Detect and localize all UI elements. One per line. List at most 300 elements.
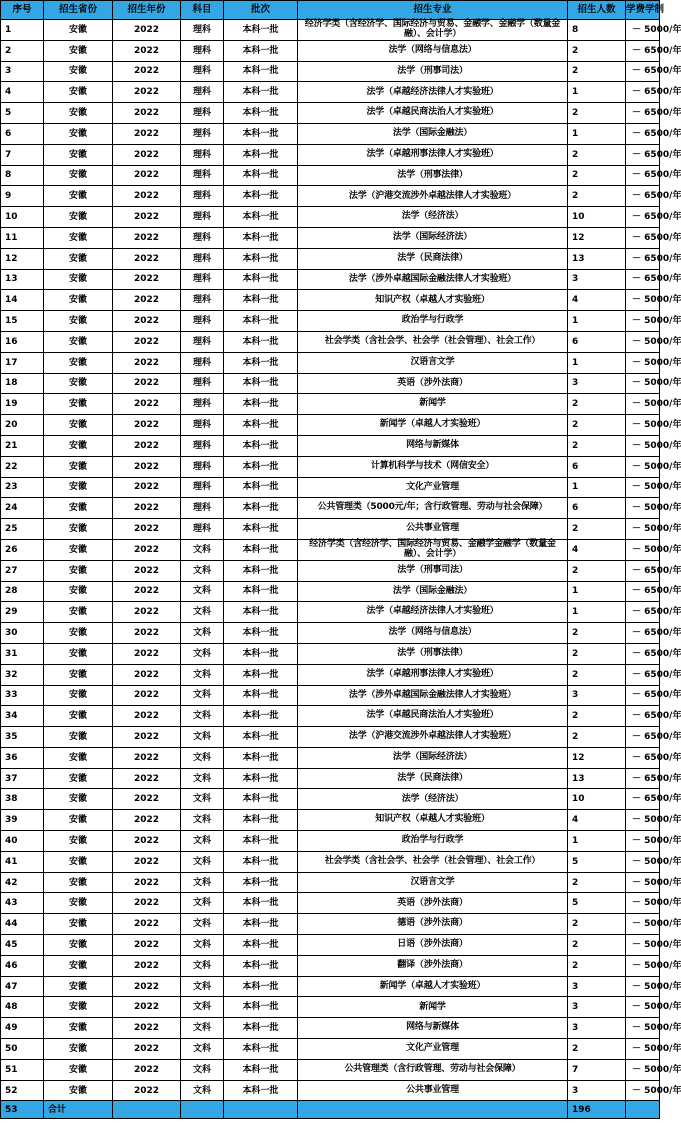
cell-fee: － 6500/年 bbox=[626, 789, 660, 810]
cell-province: 安徽 bbox=[44, 207, 113, 228]
cell-fee: － 6500/年 bbox=[626, 186, 660, 207]
cell-province: 安徽 bbox=[44, 539, 113, 560]
cell-count: 2 bbox=[568, 435, 626, 456]
cell-subject: 理科 bbox=[181, 123, 224, 144]
table-row bbox=[1, 498, 660, 519]
cell-fee: － 5000/年 bbox=[626, 477, 660, 498]
total-index: 53 bbox=[1, 1101, 44, 1119]
cell-year: 2022 bbox=[113, 768, 181, 789]
cell-count: 1 bbox=[568, 477, 626, 498]
cell-subject: 文科 bbox=[181, 914, 224, 935]
cell-index: 14 bbox=[1, 290, 44, 311]
cell-major: 网络与新媒体 bbox=[298, 1018, 568, 1039]
cell-index: 52 bbox=[1, 1080, 44, 1101]
cell-province: 安徽 bbox=[44, 810, 113, 831]
cell-province: 安徽 bbox=[44, 394, 113, 415]
cell-fee: － 6500/年 bbox=[626, 664, 660, 685]
cell-major: 法学（沪港交流涉外卓越法律人才实验班） bbox=[298, 727, 568, 748]
cell-fee: － 5000/年 bbox=[626, 1018, 660, 1039]
cell-count: 2 bbox=[568, 623, 626, 644]
cell-province: 安徽 bbox=[44, 415, 113, 436]
cell-count: 4 bbox=[568, 810, 626, 831]
cell-major: 法学（国际经济法） bbox=[298, 747, 568, 768]
cell-year: 2022 bbox=[113, 435, 181, 456]
cell-year: 2022 bbox=[113, 727, 181, 748]
cell-year: 2022 bbox=[113, 747, 181, 768]
table-row bbox=[1, 685, 660, 706]
cell-province: 安徽 bbox=[44, 269, 113, 290]
cell-fee: － 6500/年 bbox=[626, 248, 660, 269]
cell-subject: 文科 bbox=[181, 539, 224, 560]
cell-year: 2022 bbox=[113, 311, 181, 332]
cell-batch: 本科一批 bbox=[224, 207, 298, 228]
cell-fee: － 5000/年 bbox=[626, 810, 660, 831]
cell-fee: － 6500/年 bbox=[626, 623, 660, 644]
table-row bbox=[1, 706, 660, 727]
cell-batch: 本科一批 bbox=[224, 810, 298, 831]
cell-province: 安徽 bbox=[44, 186, 113, 207]
cell-subject: 文科 bbox=[181, 727, 224, 748]
cell-batch: 本科一批 bbox=[224, 20, 298, 41]
cell-fee: － 6500/年 bbox=[626, 103, 660, 124]
table-row bbox=[1, 103, 660, 124]
cell-batch: 本科一批 bbox=[224, 519, 298, 540]
cell-batch: 本科一批 bbox=[224, 851, 298, 872]
cell-year: 2022 bbox=[113, 1018, 181, 1039]
cell-fee: － 5000/年 bbox=[626, 456, 660, 477]
cell-major: 英语（涉外法商） bbox=[298, 373, 568, 394]
cell-fee: － 5000/年 bbox=[626, 415, 660, 436]
cell-batch: 本科一批 bbox=[224, 61, 298, 82]
cell-fee: － 6500/年 bbox=[626, 165, 660, 186]
cell-province: 安徽 bbox=[44, 623, 113, 644]
cell-index: 45 bbox=[1, 935, 44, 956]
cell-subject: 理科 bbox=[181, 498, 224, 519]
cell-major: 政治学与行政学 bbox=[298, 311, 568, 332]
cell-index: 29 bbox=[1, 602, 44, 623]
cell-count: 2 bbox=[568, 415, 626, 436]
cell-province: 安徽 bbox=[44, 706, 113, 727]
table-row bbox=[1, 539, 660, 560]
cell-count: 6 bbox=[568, 331, 626, 352]
cell-province: 安徽 bbox=[44, 61, 113, 82]
cell-province: 安徽 bbox=[44, 727, 113, 748]
header-year: 招生年份 bbox=[113, 1, 181, 20]
cell-index: 33 bbox=[1, 685, 44, 706]
cell-count: 2 bbox=[568, 165, 626, 186]
cell-major: 法学（卓越民商法治人才实验班） bbox=[298, 706, 568, 727]
cell-province: 安徽 bbox=[44, 872, 113, 893]
cell-batch: 本科一批 bbox=[224, 789, 298, 810]
cell-province: 安徽 bbox=[44, 477, 113, 498]
cell-province: 安徽 bbox=[44, 831, 113, 852]
cell-index: 27 bbox=[1, 560, 44, 581]
cell-count: 2 bbox=[568, 955, 626, 976]
cell-subject: 文科 bbox=[181, 1080, 224, 1101]
cell-major: 法学（经济法） bbox=[298, 789, 568, 810]
cell-fee: － 5000/年 bbox=[626, 352, 660, 373]
table-row bbox=[1, 602, 660, 623]
cell-subject: 文科 bbox=[181, 955, 224, 976]
cell-batch: 本科一批 bbox=[224, 727, 298, 748]
cell-index: 11 bbox=[1, 227, 44, 248]
cell-count: 2 bbox=[568, 664, 626, 685]
cell-index: 7 bbox=[1, 144, 44, 165]
cell-count: 4 bbox=[568, 539, 626, 560]
cell-province: 安徽 bbox=[44, 435, 113, 456]
header-major: 招生专业 bbox=[298, 1, 568, 20]
table-body bbox=[1, 19, 681, 1101]
cell-fee: － 5000/年 bbox=[626, 373, 660, 394]
table-row bbox=[1, 851, 660, 872]
cell-count: 1 bbox=[568, 311, 626, 332]
cell-year: 2022 bbox=[113, 165, 181, 186]
table-row bbox=[1, 290, 660, 311]
total-row bbox=[1, 1101, 660, 1119]
cell-count: 1 bbox=[568, 352, 626, 373]
cell-year: 2022 bbox=[113, 373, 181, 394]
cell-year: 2022 bbox=[113, 227, 181, 248]
cell-index: 40 bbox=[1, 831, 44, 852]
cell-province: 安徽 bbox=[44, 352, 113, 373]
cell-major: 英语（涉外法商） bbox=[298, 893, 568, 914]
cell-province: 安徽 bbox=[44, 82, 113, 103]
table-row bbox=[1, 123, 660, 144]
cell-major: 知识产权（卓越人才实验班） bbox=[298, 810, 568, 831]
cell-batch: 本科一批 bbox=[224, 269, 298, 290]
table-row bbox=[1, 1059, 660, 1080]
cell-batch: 本科一批 bbox=[224, 1018, 298, 1039]
cell-fee: － 6500/年 bbox=[626, 602, 660, 623]
cell-province: 安徽 bbox=[44, 768, 113, 789]
cell-year: 2022 bbox=[113, 539, 181, 560]
cell-province: 安徽 bbox=[44, 123, 113, 144]
cell-index: 2 bbox=[1, 40, 44, 61]
table-row bbox=[1, 1018, 660, 1039]
cell-subject: 文科 bbox=[181, 685, 224, 706]
cell-count: 2 bbox=[568, 144, 626, 165]
cell-year: 2022 bbox=[113, 123, 181, 144]
cell-fee: － 5000/年 bbox=[626, 1080, 660, 1101]
cell-province: 安徽 bbox=[44, 1059, 113, 1080]
cell-batch: 本科一批 bbox=[224, 144, 298, 165]
table-row bbox=[1, 727, 660, 748]
cell-index: 3 bbox=[1, 61, 44, 82]
table-row bbox=[1, 165, 660, 186]
cell-major: 法学（刑事司法） bbox=[298, 61, 568, 82]
table-row bbox=[1, 456, 660, 477]
cell-year: 2022 bbox=[113, 248, 181, 269]
cell-batch: 本科一批 bbox=[224, 831, 298, 852]
cell-count: 13 bbox=[568, 768, 626, 789]
cell-batch: 本科一批 bbox=[224, 123, 298, 144]
cell-index: 18 bbox=[1, 373, 44, 394]
cell-batch: 本科一批 bbox=[224, 498, 298, 519]
cell-index: 31 bbox=[1, 643, 44, 664]
cell-batch: 本科一批 bbox=[224, 82, 298, 103]
cell-fee: － 5000/年 bbox=[626, 311, 660, 332]
cell-year: 2022 bbox=[113, 498, 181, 519]
cell-major: 文化产业管理 bbox=[298, 1039, 568, 1060]
cell-major: 公共管理类（5000元/年；含行政管理、劳动与社会保障） bbox=[298, 498, 568, 519]
cell-index: 13 bbox=[1, 269, 44, 290]
cell-subject: 理科 bbox=[181, 456, 224, 477]
table-row bbox=[1, 415, 660, 436]
cell-major: 德语（涉外法商） bbox=[298, 914, 568, 935]
cell-fee: － 6500/年 bbox=[626, 144, 660, 165]
cell-index: 12 bbox=[1, 248, 44, 269]
cell-subject: 文科 bbox=[181, 643, 224, 664]
cell-province: 安徽 bbox=[44, 498, 113, 519]
cell-subject: 文科 bbox=[181, 560, 224, 581]
cell-count: 2 bbox=[568, 186, 626, 207]
cell-count: 3 bbox=[568, 685, 626, 706]
cell-province: 安徽 bbox=[44, 1039, 113, 1060]
cell-index: 47 bbox=[1, 976, 44, 997]
table-row bbox=[1, 477, 660, 498]
cell-major: 法学（卓越刑事法律人才实验班） bbox=[298, 664, 568, 685]
cell-index: 4 bbox=[1, 82, 44, 103]
cell-index: 1 bbox=[1, 20, 44, 41]
cell-fee: － 6500/年 bbox=[626, 706, 660, 727]
cell-count: 2 bbox=[568, 394, 626, 415]
cell-count: 1 bbox=[568, 831, 626, 852]
cell-major: 法学（民商法律） bbox=[298, 248, 568, 269]
cell-batch: 本科一批 bbox=[224, 623, 298, 644]
cell-subject: 理科 bbox=[181, 394, 224, 415]
table-row bbox=[1, 747, 660, 768]
cell-subject: 理科 bbox=[181, 290, 224, 311]
cell-batch: 本科一批 bbox=[224, 914, 298, 935]
table-row bbox=[1, 623, 660, 644]
cell-fee: － 5000/年 bbox=[626, 976, 660, 997]
cell-subject: 理科 bbox=[181, 311, 224, 332]
cell-year: 2022 bbox=[113, 872, 181, 893]
cell-subject: 理科 bbox=[181, 477, 224, 498]
cell-province: 安徽 bbox=[44, 519, 113, 540]
cell-batch: 本科一批 bbox=[224, 539, 298, 560]
cell-batch: 本科一批 bbox=[224, 872, 298, 893]
cell-batch: 本科一批 bbox=[224, 248, 298, 269]
cell-batch: 本科一批 bbox=[224, 1039, 298, 1060]
table-row bbox=[1, 352, 660, 373]
cell-count: 2 bbox=[568, 1039, 626, 1060]
cell-province: 安徽 bbox=[44, 311, 113, 332]
cell-year: 2022 bbox=[113, 602, 181, 623]
cell-count: 2 bbox=[568, 935, 626, 956]
cell-major: 法学（国际金融法） bbox=[298, 123, 568, 144]
cell-major: 法学（刑事司法） bbox=[298, 560, 568, 581]
cell-batch: 本科一批 bbox=[224, 456, 298, 477]
cell-count: 1 bbox=[568, 602, 626, 623]
cell-count: 1 bbox=[568, 82, 626, 103]
cell-fee: － 5000/年 bbox=[626, 519, 660, 540]
cell-subject: 理科 bbox=[181, 103, 224, 124]
cell-count: 2 bbox=[568, 40, 626, 61]
cell-count: 10 bbox=[568, 789, 626, 810]
cell-province: 安徽 bbox=[44, 997, 113, 1018]
total-empty-cell bbox=[626, 1101, 660, 1119]
cell-year: 2022 bbox=[113, 893, 181, 914]
cell-fee: － 5000/年 bbox=[626, 498, 660, 519]
cell-year: 2022 bbox=[113, 685, 181, 706]
cell-major: 法学（刑事法律） bbox=[298, 643, 568, 664]
cell-subject: 文科 bbox=[181, 810, 224, 831]
cell-fee: － 6500/年 bbox=[626, 269, 660, 290]
table-row bbox=[1, 643, 660, 664]
cell-subject: 理科 bbox=[181, 519, 224, 540]
cell-province: 安徽 bbox=[44, 20, 113, 41]
cell-subject: 文科 bbox=[181, 706, 224, 727]
cell-fee: － 5000/年 bbox=[626, 331, 660, 352]
table-row bbox=[1, 40, 660, 61]
cell-subject: 理科 bbox=[181, 82, 224, 103]
cell-subject: 理科 bbox=[181, 144, 224, 165]
cell-year: 2022 bbox=[113, 976, 181, 997]
cell-batch: 本科一批 bbox=[224, 290, 298, 311]
cell-count: 13 bbox=[568, 248, 626, 269]
cell-index: 35 bbox=[1, 727, 44, 748]
cell-year: 2022 bbox=[113, 1039, 181, 1060]
cell-index: 10 bbox=[1, 207, 44, 228]
cell-province: 安徽 bbox=[44, 685, 113, 706]
cell-fee: － 6500/年 bbox=[626, 61, 660, 82]
cell-province: 安徽 bbox=[44, 851, 113, 872]
cell-subject: 文科 bbox=[181, 581, 224, 602]
cell-year: 2022 bbox=[113, 789, 181, 810]
cell-major: 法学（涉外卓越国际金融法律人才实验班） bbox=[298, 269, 568, 290]
cell-major: 法学（卓越经济法律人才实验班） bbox=[298, 82, 568, 103]
cell-major: 社会学类（含社会学、社会学（社会管理）、社会工作） bbox=[298, 331, 568, 352]
cell-major: 网络与新媒体 bbox=[298, 435, 568, 456]
table-row bbox=[1, 186, 660, 207]
cell-count: 12 bbox=[568, 227, 626, 248]
total-count: 196 bbox=[568, 1101, 626, 1119]
cell-index: 43 bbox=[1, 893, 44, 914]
cell-index: 26 bbox=[1, 539, 44, 560]
table-row bbox=[1, 872, 660, 893]
cell-batch: 本科一批 bbox=[224, 331, 298, 352]
cell-fee: － 5000/年 bbox=[626, 1059, 660, 1080]
cell-batch: 本科一批 bbox=[224, 165, 298, 186]
cell-year: 2022 bbox=[113, 581, 181, 602]
table-row bbox=[1, 394, 660, 415]
cell-index: 37 bbox=[1, 768, 44, 789]
cell-province: 安徽 bbox=[44, 248, 113, 269]
cell-fee: － 6500/年 bbox=[626, 727, 660, 748]
cell-fee: － 5000/年 bbox=[626, 851, 660, 872]
cell-subject: 文科 bbox=[181, 976, 224, 997]
cell-count: 5 bbox=[568, 851, 626, 872]
cell-batch: 本科一批 bbox=[224, 373, 298, 394]
cell-major: 计算机科学与技术（网信安全） bbox=[298, 456, 568, 477]
cell-batch: 本科一批 bbox=[224, 394, 298, 415]
cell-major: 法学（网络与信息法） bbox=[298, 40, 568, 61]
cell-batch: 本科一批 bbox=[224, 706, 298, 727]
cell-major: 新闻学 bbox=[298, 997, 568, 1018]
cell-subject: 理科 bbox=[181, 415, 224, 436]
cell-index: 25 bbox=[1, 519, 44, 540]
cell-batch: 本科一批 bbox=[224, 186, 298, 207]
table-row bbox=[1, 311, 660, 332]
cell-fee: － 5000/年 bbox=[626, 955, 660, 976]
cell-fee: － 5000/年 bbox=[626, 539, 660, 560]
header-fee: 学费学制 bbox=[626, 1, 660, 20]
cell-subject: 文科 bbox=[181, 789, 224, 810]
cell-province: 安徽 bbox=[44, 893, 113, 914]
cell-index: 23 bbox=[1, 477, 44, 498]
total-empty-cell bbox=[181, 1101, 224, 1119]
cell-count: 2 bbox=[568, 61, 626, 82]
cell-subject: 文科 bbox=[181, 831, 224, 852]
cell-count: 1 bbox=[568, 123, 626, 144]
cell-batch: 本科一批 bbox=[224, 435, 298, 456]
cell-index: 5 bbox=[1, 103, 44, 124]
cell-year: 2022 bbox=[113, 560, 181, 581]
cell-major: 新闻学（卓越人才实验班） bbox=[298, 415, 568, 436]
cell-count: 2 bbox=[568, 560, 626, 581]
cell-year: 2022 bbox=[113, 40, 181, 61]
table-row bbox=[1, 810, 660, 831]
cell-count: 10 bbox=[568, 207, 626, 228]
table-row bbox=[1, 227, 660, 248]
cell-batch: 本科一批 bbox=[224, 955, 298, 976]
cell-index: 6 bbox=[1, 123, 44, 144]
cell-subject: 理科 bbox=[181, 186, 224, 207]
cell-index: 30 bbox=[1, 623, 44, 644]
cell-subject: 理科 bbox=[181, 165, 224, 186]
header-count: 招生人数 bbox=[568, 1, 626, 20]
cell-fee: － 5000/年 bbox=[626, 914, 660, 935]
cell-index: 8 bbox=[1, 165, 44, 186]
table-row bbox=[1, 82, 660, 103]
cell-year: 2022 bbox=[113, 623, 181, 644]
cell-year: 2022 bbox=[113, 269, 181, 290]
cell-subject: 文科 bbox=[181, 893, 224, 914]
cell-batch: 本科一批 bbox=[224, 685, 298, 706]
cell-major: 新闻学 bbox=[298, 394, 568, 415]
cell-year: 2022 bbox=[113, 186, 181, 207]
cell-index: 16 bbox=[1, 331, 44, 352]
cell-fee: － 6500/年 bbox=[626, 768, 660, 789]
cell-index: 28 bbox=[1, 581, 44, 602]
cell-index: 19 bbox=[1, 394, 44, 415]
cell-index: 34 bbox=[1, 706, 44, 727]
cell-major: 政治学与行政学 bbox=[298, 831, 568, 852]
cell-count: 12 bbox=[568, 747, 626, 768]
cell-subject: 文科 bbox=[181, 623, 224, 644]
cell-index: 20 bbox=[1, 415, 44, 436]
table-row bbox=[1, 61, 660, 82]
cell-subject: 理科 bbox=[181, 248, 224, 269]
cell-batch: 本科一批 bbox=[224, 893, 298, 914]
cell-year: 2022 bbox=[113, 103, 181, 124]
cell-subject: 理科 bbox=[181, 207, 224, 228]
cell-subject: 文科 bbox=[181, 872, 224, 893]
cell-year: 2022 bbox=[113, 20, 181, 41]
header-province: 招生省份 bbox=[44, 1, 113, 20]
cell-major: 法学（涉外卓越国际金融法律人才实验班） bbox=[298, 685, 568, 706]
cell-batch: 本科一批 bbox=[224, 1059, 298, 1080]
cell-batch: 本科一批 bbox=[224, 560, 298, 581]
cell-province: 安徽 bbox=[44, 456, 113, 477]
cell-batch: 本科一批 bbox=[224, 768, 298, 789]
cell-count: 6 bbox=[568, 498, 626, 519]
cell-province: 安徽 bbox=[44, 602, 113, 623]
cell-count: 3 bbox=[568, 1018, 626, 1039]
cell-province: 安徽 bbox=[44, 789, 113, 810]
cell-index: 17 bbox=[1, 352, 44, 373]
